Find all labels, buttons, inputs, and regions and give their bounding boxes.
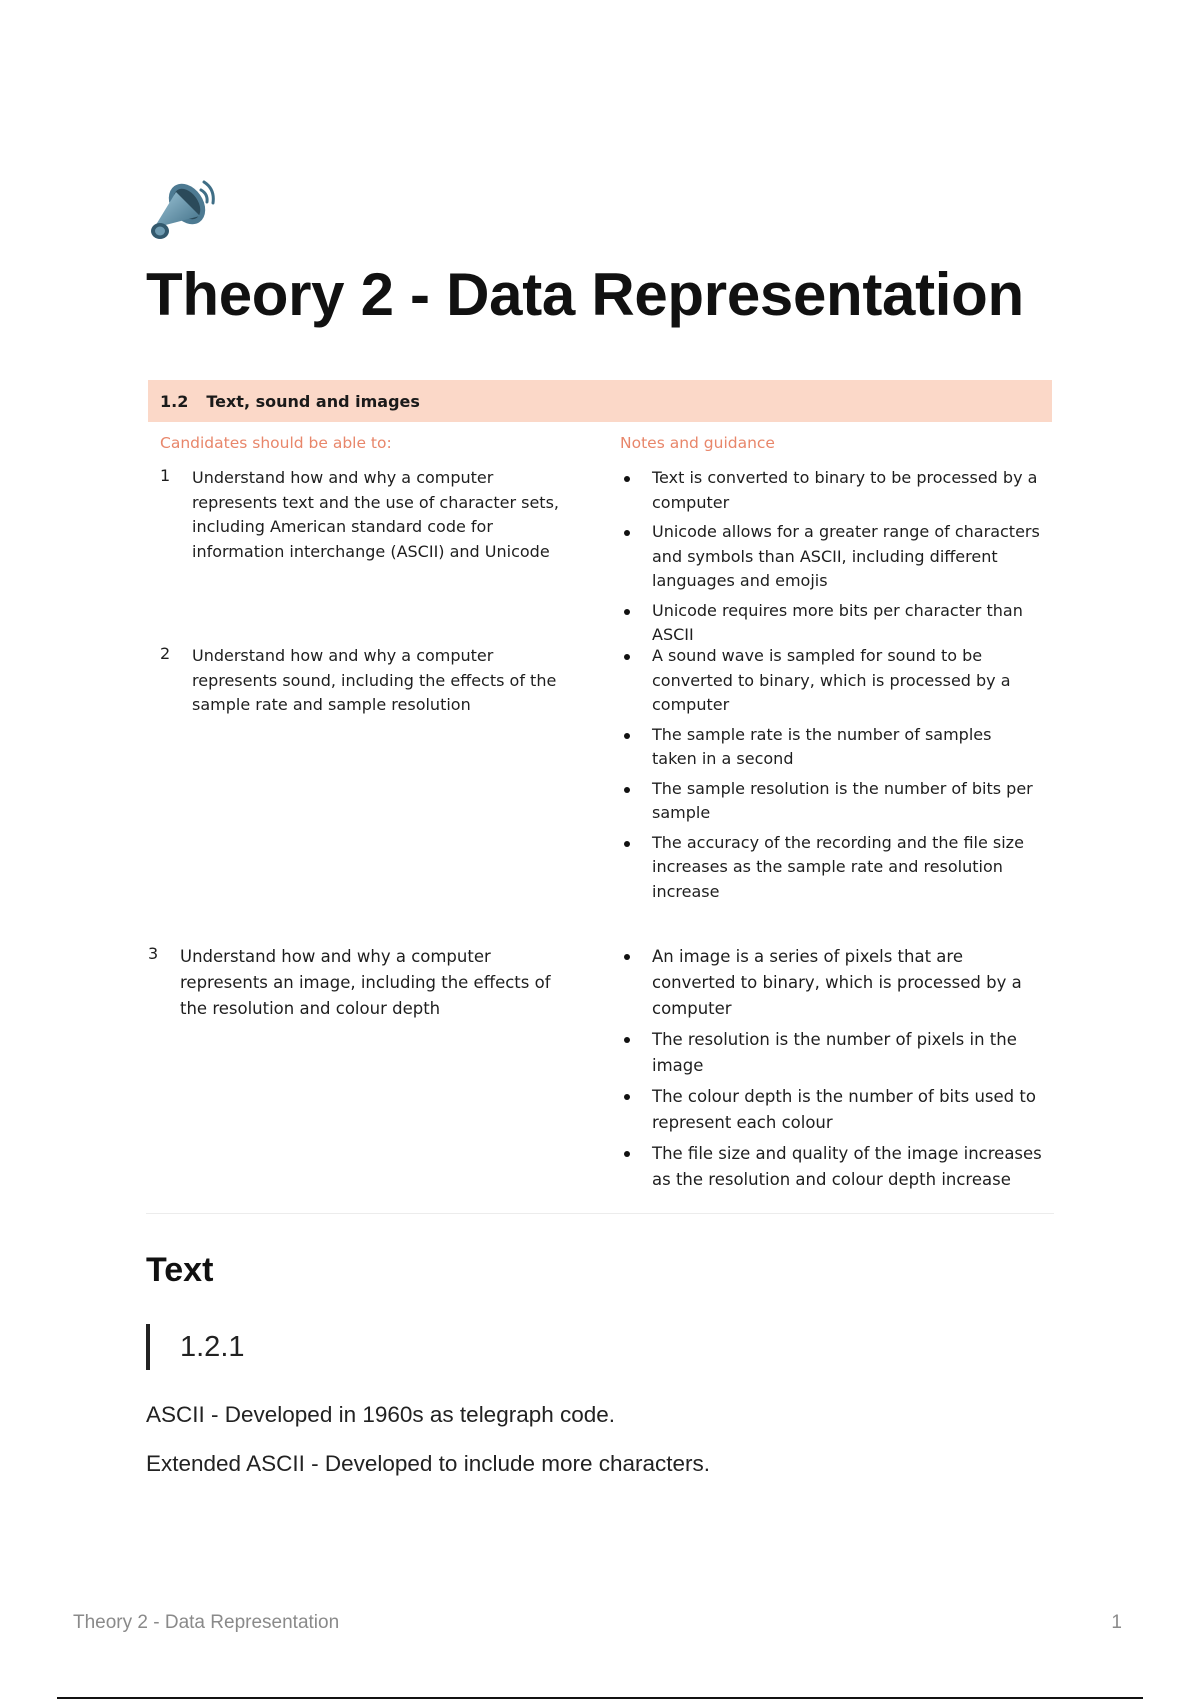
- note-item: The accuracy of the recording and the file size increases as the sample rate and resolution increase: [620, 831, 1040, 905]
- note-item: Text is converted to binary to be processed by a computer: [620, 466, 1040, 515]
- section-number: 1.2: [160, 391, 189, 411]
- note-item: An image is a series of pixels that are converted to binary, which is processed by a computer: [620, 944, 1050, 1022]
- quote-block: 1.2.1: [146, 1324, 245, 1370]
- spec-row: [148, 644, 1052, 944]
- note-item: Unicode allows for a greater range of characters and symbols than ASCII, including different languages and emojis: [620, 520, 1040, 594]
- note-item: The file size and quality of the image increases as the resolution and colour depth increase: [620, 1141, 1050, 1193]
- spec-table: [148, 380, 1052, 1189]
- footer-title: Theory 2 - Data Representation: [73, 1612, 340, 1633]
- row-number: 1: [160, 466, 171, 485]
- note-item: A sound wave is sampled for sound to be converted to binary, which is processed by a computer: [620, 644, 1040, 718]
- spec-row: [148, 944, 1052, 1189]
- paragraph: ASCII - Developed in 1960s as telegraph code.: [146, 1402, 616, 1427]
- note-item: The colour depth is the number of bits used to represent each colour: [620, 1084, 1050, 1136]
- paragraph: Extended ASCII - Developed to include more characters.: [146, 1451, 711, 1476]
- speaker-icon: [146, 176, 216, 246]
- note-item: The sample resolution is the number of bits per sample: [620, 777, 1040, 826]
- row-number: 2: [160, 644, 171, 663]
- notes-list: [620, 466, 1040, 653]
- row-number: 3: [148, 944, 159, 963]
- notes-list: [620, 944, 1050, 1198]
- section-heading: Text: [146, 1251, 214, 1289]
- spec-header: [148, 380, 1052, 422]
- row-objective: Understand how and why a computer represents text and the use of character sets, including American standard code for information interchange (ASCII) and Unicode: [192, 468, 559, 561]
- row-objective: Understand how and why a computer represents an image, including the effects of the resolution and colour depth: [180, 947, 551, 1018]
- page-number: 1: [1111, 1612, 1122, 1633]
- note-item: Unicode requires more bits per character than ASCII: [620, 599, 1040, 648]
- footer-rule: [57, 1697, 1143, 1699]
- divider: [146, 1213, 1054, 1214]
- notes-list: [620, 644, 1040, 909]
- note-item: The sample rate is the number of samples taken in a second: [620, 723, 1040, 772]
- column-heading-candidates: Candidates should be able to:: [160, 434, 392, 452]
- column-headings: [148, 422, 1052, 458]
- spec-row: [148, 458, 1052, 644]
- row-objective: Understand how and why a computer represents sound, including the effects of the sample rate and sample resolution: [192, 646, 557, 714]
- note-item: The resolution is the number of pixels in the image: [620, 1027, 1050, 1079]
- column-heading-notes: Notes and guidance: [620, 434, 775, 452]
- section-title: Text, sound and images: [206, 391, 420, 411]
- page-title: Theory 2 - Data Representation: [146, 261, 1024, 328]
